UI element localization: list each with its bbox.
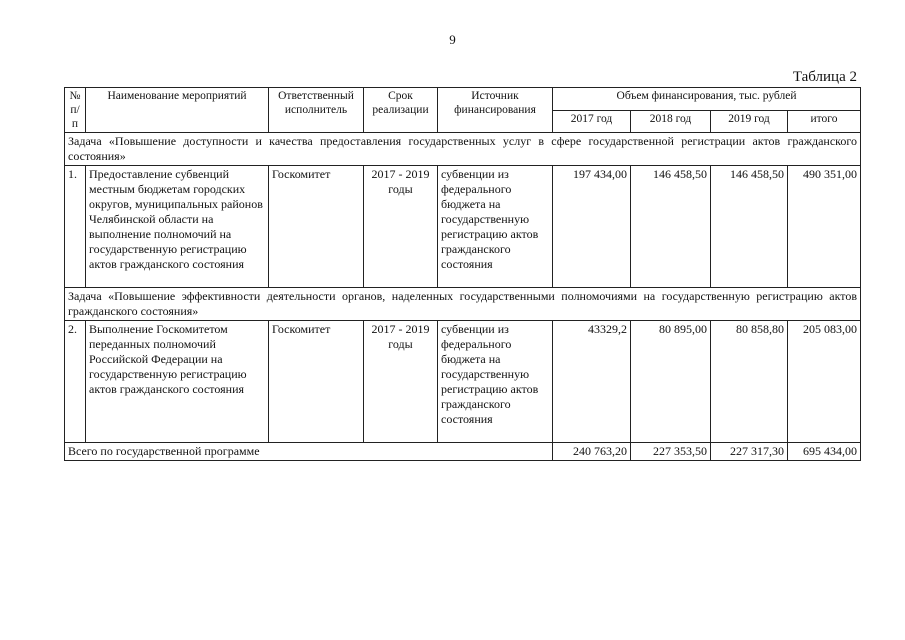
header-num: № п/п (65, 88, 86, 133)
table-caption: Таблица 2 (792, 69, 857, 85)
row-name: Предоставление субвенций местным бюджетам городских округов, муниципальных районов Челябинской области на выполнение полномочий на государственную регистрацию актов гражданского состояния (86, 166, 269, 288)
financing-table (64, 87, 861, 461)
summary-2018: 227 353,50 (631, 443, 711, 461)
header-2019: 2019 год (711, 110, 788, 133)
row-2017: 197 434,00 (553, 166, 631, 288)
row-num: 1. (65, 166, 86, 288)
row-term: 2017 - 2019 годы (364, 321, 438, 443)
row-executor: Госкомитет (269, 321, 364, 443)
table-row (65, 321, 861, 443)
summary-2019: 227 317,30 (711, 443, 788, 461)
summary-2017: 240 763,20 (553, 443, 631, 461)
header-row (65, 88, 861, 111)
page-number: 9 (449, 32, 456, 47)
header-financing: Объем финансирования, тыс. рублей (553, 88, 861, 111)
row-num: 2. (65, 321, 86, 443)
summary-total: 695 434,00 (788, 443, 861, 461)
header-name: Наименование мероприятий (86, 88, 269, 133)
row-executor: Госкомитет (269, 166, 364, 288)
row-2017: 43329,2 (553, 321, 631, 443)
task-row (65, 133, 861, 166)
header-executor: Ответственный исполнитель (269, 88, 364, 133)
row-total: 205 083,00 (788, 321, 861, 443)
task-title: Задача «Повышение доступности и качества предоставления государственных услуг в сфере государственной регистрации актов гражданского состояния» (65, 133, 861, 166)
row-2019: 80 858,80 (711, 321, 788, 443)
row-source: субвенции из федерального бюджета на государственную регистрацию актов гражданского состояния (438, 166, 553, 288)
row-2018: 146 458,50 (631, 166, 711, 288)
header-2017: 2017 год (553, 110, 631, 133)
row-2018: 80 895,00 (631, 321, 711, 443)
task-row (65, 288, 861, 321)
summary-label: Всего по государственной программе (65, 443, 553, 461)
task-title: Задача «Повышение эффективности деятельности органов, наделенных государственными полномочиями на государственную регистрацию актов гражданского состояния» (65, 288, 861, 321)
row-source: субвенции из федерального бюджета на государственную регистрацию актов гражданского состояния (438, 321, 553, 443)
header-2018: 2018 год (631, 110, 711, 133)
header-total: итого (788, 110, 861, 133)
row-2019: 146 458,50 (711, 166, 788, 288)
row-name: Выполнение Госкомитетом переданных полномочий Российской Федерации на государственную регистрацию актов гражданского состояния (86, 321, 269, 443)
row-term: 2017 - 2019 годы (364, 166, 438, 288)
row-total: 490 351,00 (788, 166, 861, 288)
table-row (65, 166, 861, 288)
header-term: Срок реализации (364, 88, 438, 133)
summary-row (65, 443, 861, 461)
header-source: Источник финансирования (438, 88, 553, 133)
